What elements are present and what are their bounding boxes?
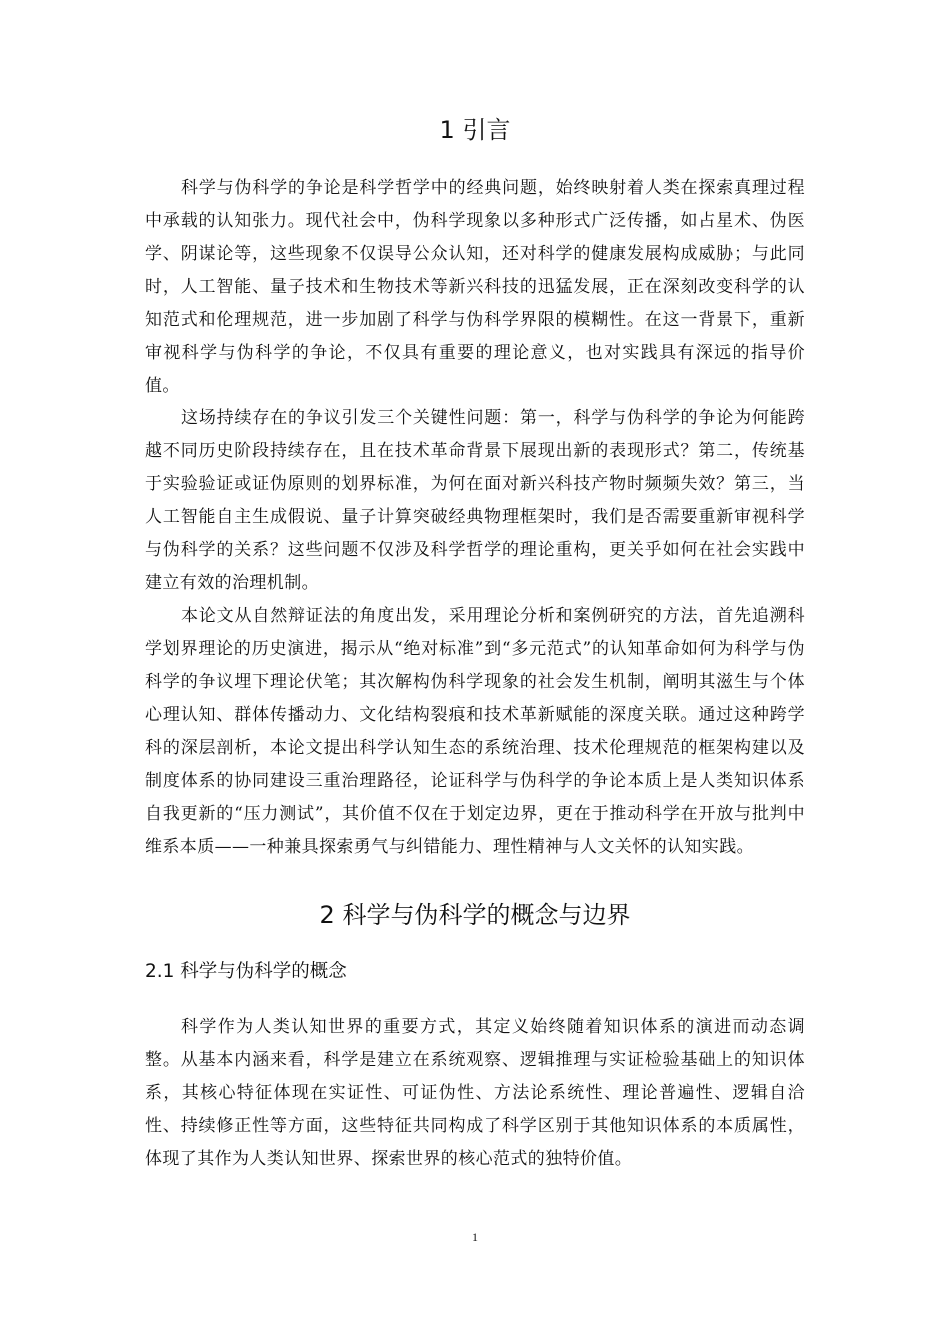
subsection-2-1-heading: 2.1 科学与伪科学的概念 xyxy=(145,961,347,982)
section-1-heading: 1 引言 xyxy=(439,116,511,144)
section-1-paragraph-2: 这场持续存在的争议引发三个关键性问题：第一，科学与伪科学的争论为何能跨越不同历史阶段持续存在，且在技术革命背景下展现出新的表现形式？第二，传统基于实验验证或证伪原则的划界标准，为何在面对新兴科技产物时频频失效？第三，当人工智能自主生成假说、量子计算突破经典物理框架时，我们是否需要重新审视科学与伪科学的关系？这些问题不仅涉及科学哲学的理论重构，更关乎如何在社会实践中建立有效的治理机制。 xyxy=(145,408,805,593)
section-2-heading: 2 科学与伪科学的概念与边界 xyxy=(319,901,631,929)
page-number: 1 xyxy=(472,1230,478,1244)
section-1-paragraph-3: 本论文从自然辩证法的角度出发，采用理论分析和案例研究的方法，首先追溯科学划界理论的历史演进，揭示从“绝对标准”到“多元范式”的认知革命如何为科学与伪科学的争议埋下理论伏笔；其次解构伪科学现象的社会发生机制，阐明其滋生与个体心理认知、群体传播动力、文化结构裂痕和技术革新赋能的深度关联。通过这种跨学科的深层剖析，本论文提出科学认知生态的系统治理、技术伦理规范的框架构建以及制度体系的协同建设三重治理路径，论证科学与伪科学的争论本质上是人类知识体系自我更新的“压力测试”，其价值不仅在于划定边界，更在于推动科学在开放与批判中维系本质——一种兼具探索勇气与纠错能力、理性精神与人文关怀的认知实践。 xyxy=(145,606,805,857)
section-2-1-paragraph-1: 科学作为人类认知世界的重要方式，其定义始终随着知识体系的演进而动态调整。从基本内涵来看，科学是建立在系统观察、逻辑推理与实证检验基础上的知识体系，其核心特征体现在实证性、可证伪性、方法论系统性、理论普遍性、逻辑自洽性、持续修正性等方面，这些特征共同构成了科学区别于其他知识体系的本质属性，体现了其作为人类认知世界、探索世界的核心范式的独特价值。 xyxy=(145,1017,805,1169)
section-1-paragraph-1: 科学与伪科学的争论是科学哲学中的经典问题，始终映射着人类在探索真理过程中承载的认知张力。现代社会中，伪科学现象以多种形式广泛传播，如占星术、伪医学、阴谋论等，这些现象不仅误导公众认知，还对科学的健康发展构成威胁；与此同时，人工智能、量子技术和生物技术等新兴科技的迅猛发展，正在深刻改变科学的认知范式和伦理规范，进一步加剧了科学与伪科学界限的模糊性。在这一背景下，重新审视科学与伪科学的争论，不仅具有重要的理论意义，也对实践具有深远的指导价值。 xyxy=(145,178,805,396)
